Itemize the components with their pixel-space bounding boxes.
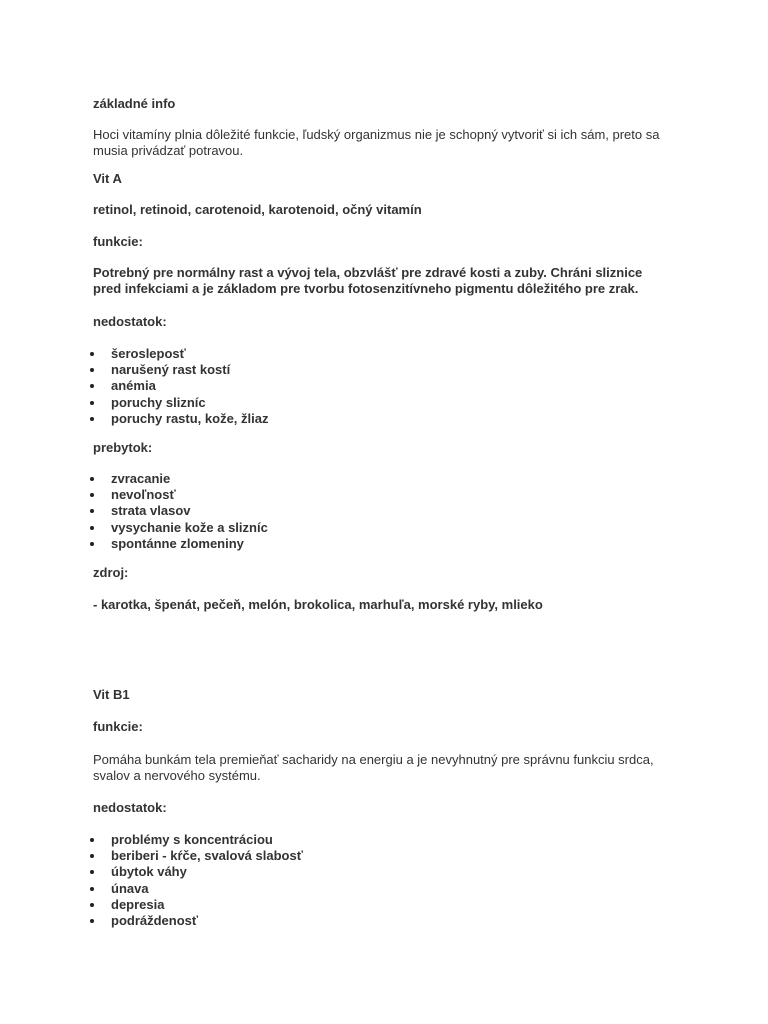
vit-a-source-label: zdroj:: [93, 565, 129, 580]
list-item: zvracanie: [93, 471, 268, 487]
list-item: depresia: [93, 897, 303, 913]
vit-a-title: Vit A: [93, 171, 122, 186]
list-item: narušený rast kostí: [93, 362, 269, 378]
vit-a-functions-text: Potrebný pre normálny rast a vývoj tela, obzvlášť pre zdravé kosti a zuby. Chráni sliznice pred infekciami a je základom pre tvorbu fotosenzitívneho pigmentu dôležitého pre zrak.: [93, 265, 643, 296]
vit-b1-functions-text: Pomáha bunkám tela premieňať sacharidy na energiu a je nevyhnutný pre správnu funkciu srdca, svalov a nervového systému.: [93, 752, 654, 783]
list-item: problémy s koncentráciou: [93, 832, 303, 848]
list-item: poruchy slizníc: [93, 395, 269, 411]
vit-a-functions-label: funkcie:: [93, 234, 143, 249]
list-item: strata vlasov: [93, 503, 268, 519]
list-item: podráždenosť: [93, 913, 303, 929]
intro-paragraph: Hoci vitamíny plnia dôležité funkcie, ľudský organizmus nie je schopný vytvoriť si ich sám, preto sa musia privádzať potravou.: [93, 127, 660, 158]
list-item: beriberi - kŕče, svalová slabosť: [93, 848, 303, 864]
heading-basic-info: základné info: [93, 96, 176, 111]
list-item: spontánne zlomeniny: [93, 536, 268, 552]
vit-b1-functions-label: funkcie:: [93, 719, 143, 734]
vit-b1-title: Vit B1: [93, 687, 130, 702]
list-item: poruchy rastu, kože, žliaz: [93, 411, 269, 427]
list-item: vysychanie kože a slizníc: [93, 520, 268, 536]
vit-a-excess-list: [93, 471, 268, 552]
vit-a-deficiency-label: nedostatok:: [93, 314, 167, 329]
list-item: nevoľnosť: [93, 487, 268, 503]
vit-a-source-text: - karotka, špenát, pečeň, melón, brokolica, marhuľa, morské ryby, mlieko: [93, 597, 543, 612]
list-item: šerosleposť: [93, 346, 269, 362]
vit-b1-deficiency-label: nedostatok:: [93, 800, 167, 815]
vit-a-names: retinol, retinoid, carotenoid, karotenoid, očný vitamín: [93, 202, 422, 217]
list-item: úbytok váhy: [93, 864, 303, 880]
list-item: únava: [93, 881, 303, 897]
vit-b1-deficiency-list: [93, 832, 303, 929]
list-item: anémia: [93, 378, 269, 394]
vit-a-excess-label: prebytok:: [93, 440, 153, 455]
vit-a-deficiency-list: [93, 346, 269, 427]
